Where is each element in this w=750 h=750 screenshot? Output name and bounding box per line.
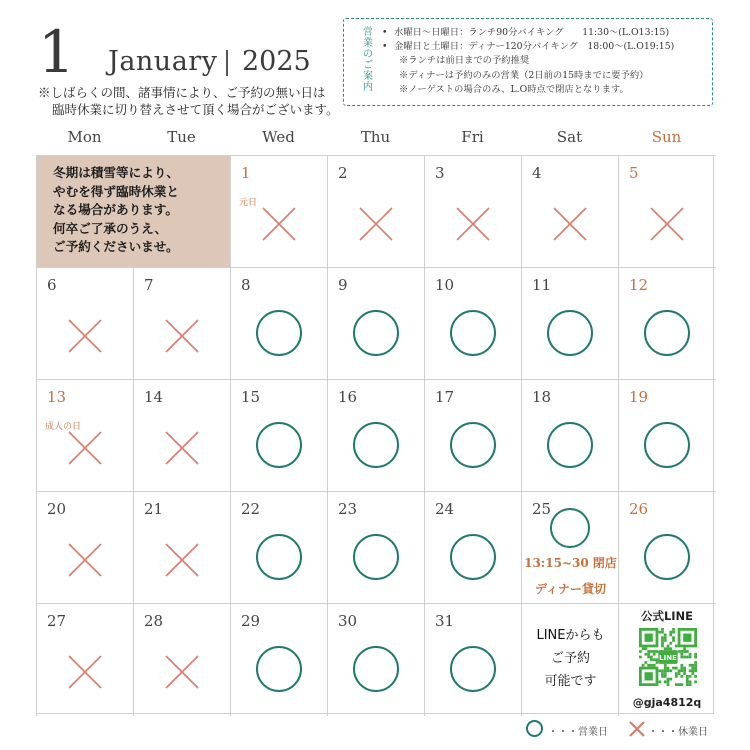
- winter-note-line: 冬期は積雪等により、: [53, 165, 179, 180]
- day-number: 4: [532, 164, 542, 182]
- line-booking-line: 可能です: [544, 674, 597, 689]
- day-number: 2: [338, 164, 348, 182]
- holiday-label: 成人の日: [45, 422, 82, 432]
- winter-note-text: [53, 164, 179, 257]
- line-booking-line: LINEからも: [536, 628, 605, 643]
- line-booking-line: ご予約: [550, 651, 590, 666]
- open-circle-icon: [353, 310, 399, 356]
- closed-cross-icon: [628, 720, 646, 738]
- day-cell: [36, 379, 134, 492]
- line-booking-cell: [521, 603, 619, 716]
- closed-cross-icon: [453, 204, 493, 244]
- closed-cross-icon: [65, 316, 105, 356]
- open-circle-icon: [547, 310, 593, 356]
- day-cell: [36, 491, 134, 604]
- closed-cross-icon: [162, 540, 202, 580]
- info-line-note-1: ※ランチは前日までの予約推奨: [399, 55, 530, 67]
- day-number: 6: [47, 276, 57, 294]
- day-cell: [36, 603, 134, 716]
- weekday-sun: Sun: [651, 128, 682, 146]
- year: 2025: [242, 46, 311, 77]
- day-cell: [230, 379, 328, 492]
- open-circle-icon: [450, 646, 496, 692]
- month-name: January: [108, 46, 218, 77]
- day-number: 7: [144, 276, 154, 294]
- day-cell: [230, 603, 328, 716]
- day-cell: [327, 379, 425, 492]
- day-cell: [618, 491, 716, 604]
- open-circle-icon: [644, 534, 690, 580]
- day-number: 22: [241, 500, 261, 518]
- holiday-label: 元日: [239, 198, 258, 208]
- closed-cross-icon: [259, 204, 299, 244]
- day-number: 1: [241, 164, 251, 182]
- open-circle-icon: [547, 422, 593, 468]
- info-line-note-3: ※ノーゲストの場合のみ、L.O時点で閉店となります。: [399, 83, 629, 95]
- line-account-id: @gja4812q: [632, 696, 702, 709]
- day-cell: [133, 603, 231, 716]
- open-circle-icon: [644, 422, 690, 468]
- dinner-reserved-note: ディナー貸切: [534, 582, 607, 596]
- closed-cross-icon: [162, 316, 202, 356]
- open-circle-icon: [256, 310, 302, 356]
- day-number: 26: [629, 500, 649, 518]
- info-lines: [394, 26, 674, 97]
- day-cell: [521, 155, 619, 268]
- day-number: 28: [144, 612, 164, 630]
- info-title: 営業のご案内: [363, 27, 373, 93]
- day-cell: [521, 379, 619, 492]
- day-number: 25: [532, 500, 552, 518]
- day-cell: [230, 155, 328, 268]
- weekday-fri: Fri: [461, 128, 484, 146]
- day-number: 23: [338, 500, 358, 518]
- open-circle-icon: [353, 422, 399, 468]
- open-circle-icon: [256, 646, 302, 692]
- line-booking-text: [522, 624, 619, 693]
- day-cell: [618, 155, 716, 268]
- open-circle-icon: [353, 646, 399, 692]
- day-cell: [424, 603, 522, 716]
- closed-cross-icon: [356, 204, 396, 244]
- line-qr-cell: [618, 603, 716, 716]
- closed-cross-icon: [162, 428, 202, 468]
- day-number: 9: [338, 276, 348, 294]
- legend-closed-label: ・・・休業日: [648, 727, 708, 738]
- day-cell: [327, 155, 425, 268]
- day-number: 19: [629, 388, 649, 406]
- info-line-note-2: ※ディナーは予約のみの営業（2日前の15時までに要予約）: [399, 69, 649, 81]
- open-circle-icon: [256, 422, 302, 468]
- early-close-note: 13:15~30 閉店: [524, 556, 617, 570]
- line-qr-code[interactable]: [639, 628, 697, 686]
- weekday-thu: Thu: [360, 128, 391, 146]
- day-cell: [327, 603, 425, 716]
- day-cell: [521, 267, 619, 380]
- day-number: 30: [338, 612, 358, 630]
- winter-note-line: やむを得ず臨時休業と: [53, 183, 179, 199]
- day-number: 20: [47, 500, 67, 518]
- day-cell: [424, 155, 522, 268]
- day-cell: [424, 379, 522, 492]
- day-number: 16: [338, 388, 358, 406]
- day-number: 3: [435, 164, 445, 182]
- day-number: 8: [241, 276, 251, 294]
- day-number: 31: [435, 612, 455, 630]
- notice-line-1: ※しばらくの間、諸事情により、ご予約の無い日は: [38, 85, 326, 100]
- winter-note-line: 何卒ご了承のうえ、: [53, 220, 168, 236]
- open-circle-icon: [450, 422, 496, 468]
- day-cell: [230, 491, 328, 604]
- day-number: 21: [144, 500, 164, 518]
- closed-cross-icon: [647, 204, 687, 244]
- day-cell: [327, 267, 425, 380]
- open-circle-icon: [450, 310, 496, 356]
- day-cell: [133, 491, 231, 604]
- day-cell: [327, 491, 425, 604]
- winter-note-line: ご予約くださいませ。: [53, 239, 179, 254]
- day-cell: [36, 267, 134, 380]
- weekday-tue: Tue: [167, 128, 196, 146]
- legend-open-label: ・・・営業日: [548, 727, 608, 738]
- day-number: 29: [241, 612, 261, 630]
- winter-closure-note: [37, 156, 230, 268]
- open-circle-icon: [550, 508, 590, 548]
- open-circle-icon: [256, 534, 302, 580]
- day-number: 11: [532, 276, 552, 294]
- day-cell: [424, 267, 522, 380]
- day-cell: [230, 267, 328, 380]
- day-number: 13: [47, 388, 67, 406]
- header-divider: [226, 50, 228, 76]
- open-circle-icon: [644, 310, 690, 356]
- closed-cross-icon: [550, 204, 590, 244]
- day-cell: [424, 491, 522, 604]
- winter-note-line: なる場合があります。: [53, 202, 178, 217]
- weekday-sat: Sat: [556, 128, 583, 146]
- day-number: 24: [435, 500, 455, 518]
- day-number: 14: [144, 388, 164, 406]
- open-circle-icon: [353, 534, 399, 580]
- day-number: 15: [241, 388, 261, 406]
- day-number: 12: [629, 276, 649, 294]
- day-cell: [521, 491, 619, 604]
- month-number: 1: [38, 18, 75, 86]
- line-official-title: 公式LINE: [640, 609, 694, 623]
- closed-cross-icon: [65, 428, 105, 468]
- open-circle-icon: [450, 534, 496, 580]
- day-number: 27: [47, 612, 67, 630]
- info-line-hours-dinner: • 金曜日と土曜日：ディナー120分バイキング 18:00〜(L.O19:15): [394, 40, 674, 54]
- notice-line-2: 臨時休業に切り替えさせて頂く場合がございます。: [52, 102, 339, 117]
- day-cell: [618, 267, 716, 380]
- info-line-hours-lunch: • 水曜日〜日曜日：ランチ90分バイキング 11:30〜(L.O13:15): [394, 26, 674, 40]
- day-cell: [133, 267, 231, 380]
- day-cell: [618, 379, 716, 492]
- calendar-grid: [36, 155, 714, 714]
- closed-cross-icon: [162, 652, 202, 692]
- closed-cross-icon: [65, 540, 105, 580]
- day-number: 5: [629, 164, 639, 182]
- qr-line-badge: LINE: [659, 653, 677, 662]
- weekday-wed: Wed: [262, 128, 295, 146]
- open-circle-icon: [526, 720, 543, 737]
- day-number: 10: [435, 276, 455, 294]
- closure-notice: [38, 84, 339, 118]
- weekday-mon: Mon: [67, 128, 102, 146]
- day-number: 17: [435, 388, 455, 406]
- closed-cross-icon: [65, 652, 105, 692]
- business-info-box: [343, 18, 713, 106]
- day-cell: [133, 379, 231, 492]
- day-number: 18: [532, 388, 552, 406]
